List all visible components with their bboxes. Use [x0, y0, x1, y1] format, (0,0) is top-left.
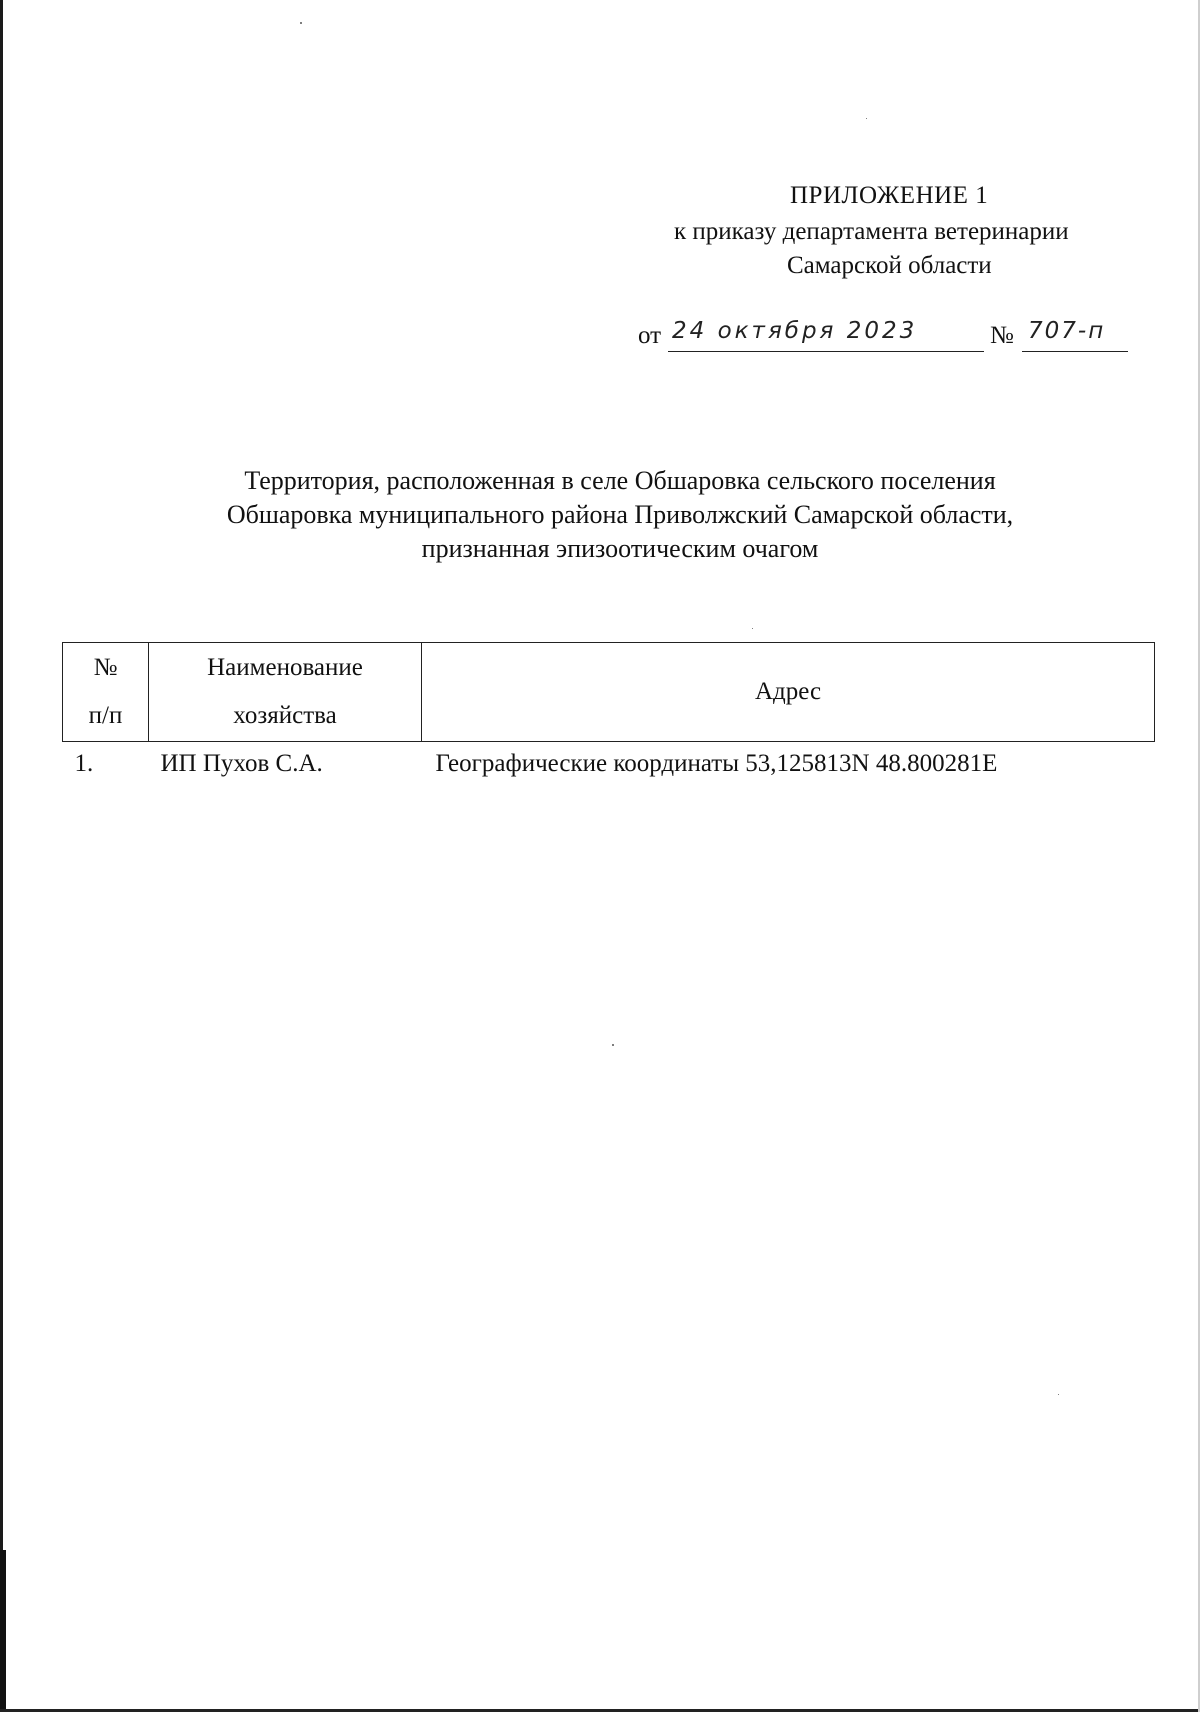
scan-speck: [612, 1044, 614, 1046]
scan-speck: [1058, 1394, 1059, 1395]
territory-table: [62, 642, 1155, 786]
document-title: [150, 464, 1090, 566]
scan-edge-left-dark: [0, 1550, 6, 1712]
document-title-line: Территория, расположенная в селе Обшаровка сельского поселения: [244, 466, 996, 495]
row-number: 1.: [74, 750, 94, 777]
scan-edge-left: [0, 0, 3, 1712]
appendix-reference-line: к приказу департамента ветеринарии: [674, 218, 1069, 245]
header-number-line: №: [93, 654, 118, 681]
table-row: [63, 742, 1155, 787]
header-address: Адрес: [422, 643, 1155, 742]
header-name-line: хозяйства: [233, 702, 337, 729]
scan-speck: [300, 22, 302, 24]
document-title-line: признанная эпизоотическим очагом: [421, 534, 819, 563]
scan-speck: [752, 628, 753, 629]
order-from-label: от: [638, 322, 662, 349]
order-date-handwritten: 24 октября 2023: [668, 318, 984, 352]
order-number-label: №: [990, 322, 1014, 349]
header-name: [149, 643, 422, 742]
header-number-line: п/п: [88, 702, 123, 729]
row-name: ИП Пухов С.А.: [160, 750, 323, 777]
document-title-line: Обшаровка муниципального района Приволжский Самарской области,: [226, 500, 1014, 529]
appendix-region-line: Самарской области: [787, 252, 992, 279]
appendix-title: ПРИЛОЖЕНИЕ 1: [790, 182, 989, 209]
header-name-line: Наименование: [207, 654, 363, 681]
table-header-row: [63, 643, 1155, 742]
scan-speck: [866, 118, 867, 119]
row-address: Географические координаты 53,125813N 48.800281E: [435, 750, 998, 777]
header-number: [63, 643, 149, 742]
order-number-handwritten: 707-п: [1022, 318, 1128, 352]
